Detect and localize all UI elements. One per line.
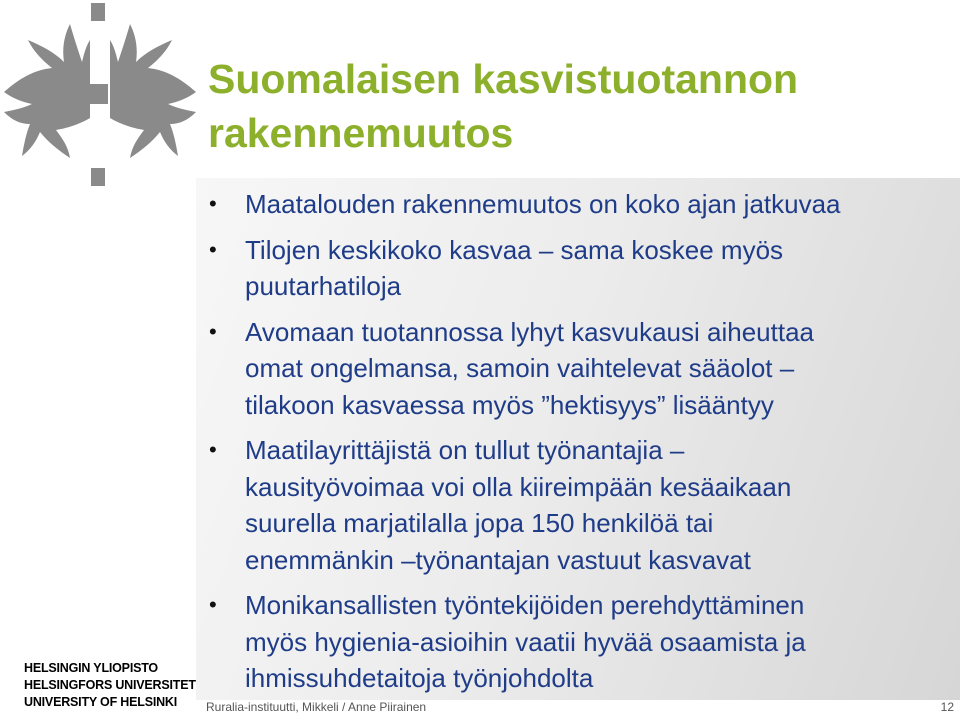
bullet-item-2 (205, 232, 950, 305)
bullet-2-line-2: puutarhatiloja (245, 271, 402, 301)
slide-title-line-2: rakennemuutos (208, 110, 514, 156)
bullet-5-line-2: myös hygienia-asioihin vaatii hyvää osaamista ja (245, 626, 806, 657)
bullet-1-line-1: Maatalouden rakennemuutos on koko ajan jatkuvaa (245, 189, 841, 219)
university-name-block (24, 660, 196, 711)
bullet-item-4 (205, 432, 950, 578)
bullet-dot: • (209, 236, 217, 262)
bullet-dot: • (209, 592, 217, 617)
bullet-dot: • (209, 318, 217, 344)
bullet-item-5 (205, 587, 950, 697)
footer-text: Ruralia-instituutti, Mikkeli / Anne Piirainen (206, 700, 427, 714)
bullet-3-line-1: Avomaan tuotannossa lyhyt kasvukausi aiheuttaa (245, 316, 814, 347)
bullet-3-line-3: tilakoon kasvaessa myös ”hektisyys” lisääntyy (245, 389, 774, 420)
university-name-sv: HELSINGFORS UNIVERSITET (24, 678, 196, 692)
university-name-fi: HELSINGIN YLIOPISTO (24, 661, 158, 675)
bullet-dot: • (209, 191, 217, 216)
bullet-4-line-2: kausityövoimaa voi olla kiireimpään kesäaikaan (245, 471, 792, 502)
bullet-2-line-1: Tilojen keskikoko kasvaa – sama koskee myös (245, 234, 784, 265)
bullet-list (205, 186, 950, 706)
bullet-5-line-3: ihmissuhdetaitoja työnjohdolta (245, 663, 594, 693)
bullet-item-1 (205, 186, 950, 223)
bullet-3-line-2: omat ongelmansa, samoin vaihtelevat sääolot – (245, 353, 795, 383)
university-logo-icon (0, 0, 200, 200)
bullet-4-line-4: enemmänkin –työnantajan vastuut kasvavat (245, 544, 751, 575)
slide-title (208, 52, 798, 160)
bullet-4-line-1: Maatilayrittäjistä on tullut työnantajia – (245, 435, 685, 465)
bullet-item-3 (205, 314, 950, 424)
slide-title-line-1: Suomalaisen kasvistuotannon (208, 56, 799, 102)
bullet-5-line-1: Monikansallisten työntekijöiden perehdyttäminen (245, 590, 805, 620)
bullet-4-line-3: suurella marjatilalla jopa 150 henkilöä tai (245, 508, 714, 538)
university-name-en: UNIVERSITY OF HELSINKI (24, 695, 178, 709)
page-number: 12 (940, 700, 954, 714)
bullet-dot: • (209, 437, 217, 462)
